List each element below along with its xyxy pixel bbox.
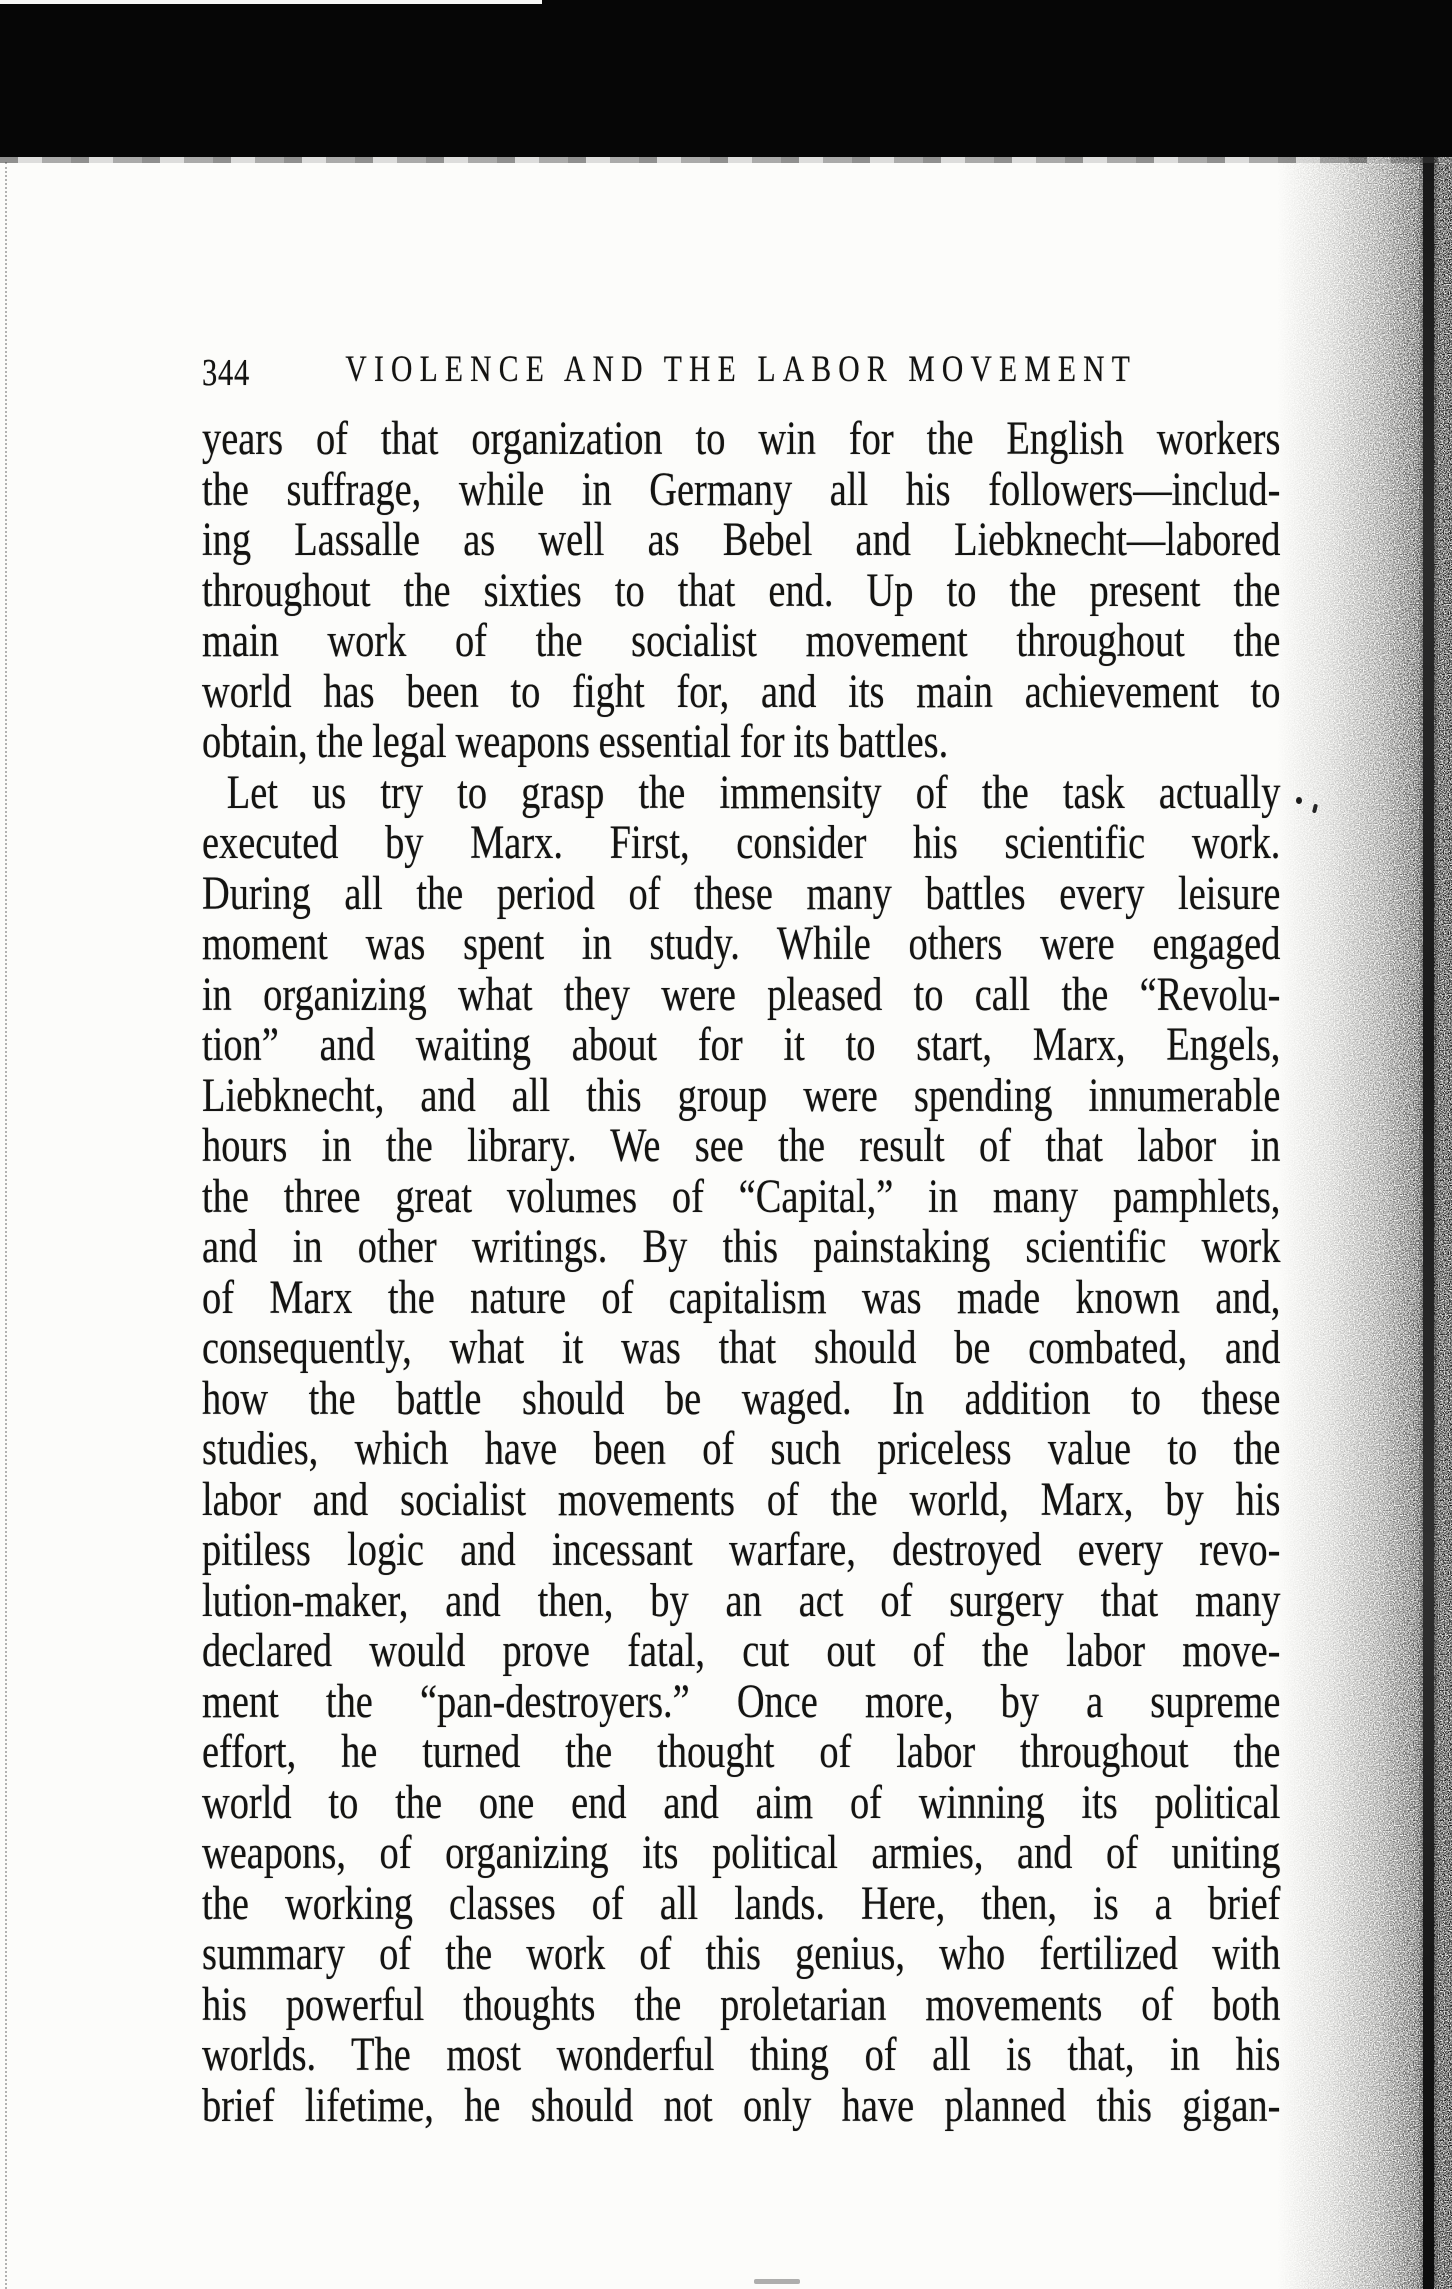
text-line: Let us try to grasp the immensity of the task actually [226,765,1281,819]
text-line: hours in the library. We see the result of that labor in [202,1119,1281,1172]
text-line: throughout the sixties to that end. Up to the present the [202,563,1281,617]
text-line: main work of the socialist movement throughout the [202,614,1281,667]
page-header [202,348,1280,394]
text-line: summary of the work of this genius, who fertilized with [202,1927,1281,1980]
text-line: the suffrage, while in Germany all his followers—includ- [202,462,1281,516]
text-line: how the battle should be waged. In addition to these [202,1371,1281,1425]
text-line: pitiless logic and incessant warfare, destroyed every revo- [202,1523,1281,1576]
text-line: ment the “pan-destroyers.” Once more, by a supreme [202,1674,1281,1728]
text-line: worlds. The most wonderful thing of all is that, in his [202,2028,1281,2081]
scan-band-smudge [0,157,1452,163]
page-edge-shadow-line [1423,157,1434,2289]
text-line: world has been to fight for, and its main achievement to [202,664,1281,718]
page-number: 344 [202,352,250,394]
text-line: executed by Marx. First, consider his scientific work. [202,816,1281,869]
text-line: During all the period of these many battles every leisure [202,866,1281,920]
scan-left-margin-dots [5,162,7,2289]
scan-artifact-white-sliver [0,0,542,4]
body-text [202,414,1280,2131]
text-line: brief lifetime, he should not only have planned this gigan- [202,2078,1281,2132]
text-line: ing Lassalle as well as Bebel and Liebknecht—labored [202,513,1281,566]
running-title: VIOLENCE AND THE LABOR MOVEMENT [345,349,1137,390]
text-line: world to the one end and aim of winning its political [202,1775,1281,1829]
text-line: moment was spent in study. While others were engaged [202,917,1281,970]
text-line: the working classes of all lands. Here, then, is a brief [202,1876,1281,1930]
text-line: lution-maker, and then, by an act of surgery that many [202,1573,1281,1627]
text-line: the three great volumes of “Capital,” in many pamphlets, [202,1169,1281,1223]
text-line: labor and socialist movements of the world, Marx, by his [202,1472,1281,1526]
text-line: consequently, what it was that should be combated, and [202,1321,1281,1374]
scan-speck [1296,797,1302,804]
text-line: his powerful thoughts the proletarian movements of both [202,1977,1281,2031]
text-line: effort, he turned the thought of labor throughout the [202,1725,1281,1778]
scan-top-black-band [0,0,1452,157]
text-line: weapons, of organizing its political armies, and of uniting [202,1826,1281,1879]
scan-speck [754,2279,800,2284]
text-line: tion” and waiting about for it to start, Marx, Engels, [202,1018,1281,1071]
text-line: Liebknecht, and all this group were spending innumerable [202,1068,1281,1122]
text-line: of Marx the nature of capitalism was made known and, [202,1270,1281,1324]
text-line: studies, which have been of such priceless value to the [202,1422,1281,1475]
text-line: in organizing what they were pleased to call the “Revolu- [202,967,1281,1021]
text-line: obtain, the legal weapons essential for its battles. [202,715,949,768]
text-line: years of that organization to win for the English workers [202,412,1281,465]
text-line: and in other writings. By this painstaking scientific work [202,1220,1281,1273]
text-line: declared would prove fatal, cut out of the labor move- [202,1624,1281,1677]
print-area [202,0,1280,2289]
